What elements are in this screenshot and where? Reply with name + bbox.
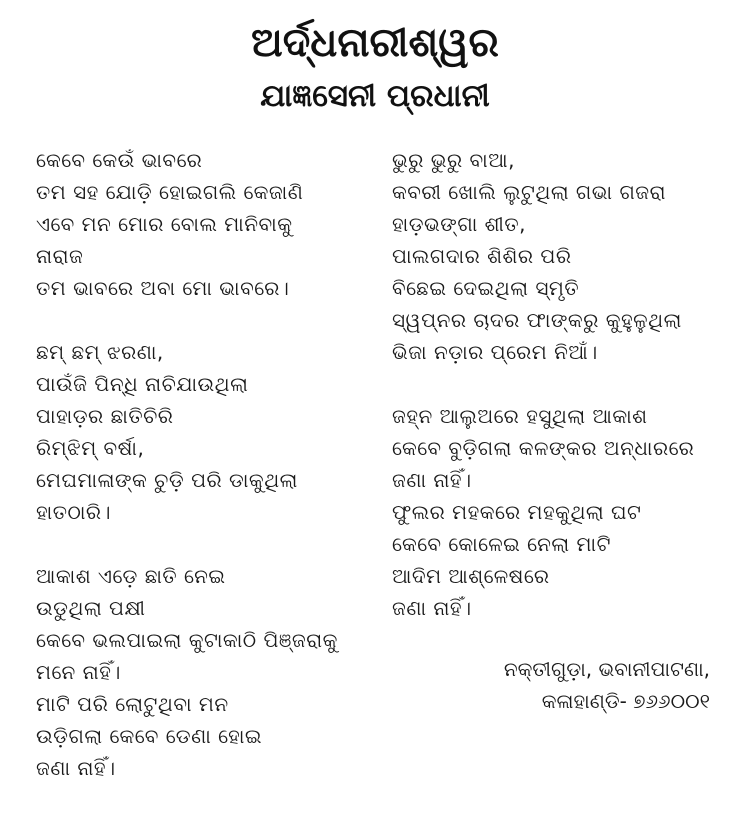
poem-line: ବିଛେଇ ଦେଇଥିଲା ସ୍ମୃତି [392,276,580,300]
poem-line: ଜହ୍ନ ଆଲୁଅରେ ହସୁଥିଲା ଆକାଶ [392,404,648,428]
poem-line: ହାତଠାରି। [36,500,112,524]
poem-line: ରିମ୍‌ଝିମ୍ ବର୍ଷା, [36,436,145,460]
poem-line: ଜଣା ନାହିଁ। [36,756,116,780]
poem-line: ଆକାଶ ଏଡ଼େ ଛାତି ନେଇ [36,564,226,588]
poem-line: ଛମ୍ ଛମ୍ ଝରଣା, [36,340,164,364]
poem-line: ମାଟି ପରି ଲୋଟୁଥିବା ମନ [36,692,229,716]
stanza-5 [392,400,737,624]
poem-line: କେବେ ଭଲପାଇଲା କୁଟାକାଠି ପିଞ୍ଜରାକୁ [36,628,338,652]
poem-line: ପାହାଡ଼ର ଛାତିଚିରି [36,404,174,428]
poem-line: ପାଲଗଦାର ଶିଶିର ପରି [392,244,572,268]
poem-line: କେବେ ବୁଡ଼ିଗଲା କଳଙ୍କର ଅନ୍ଧାରରେ [392,436,695,460]
author-address [504,653,710,717]
poem-line: ହାଡ଼ଭଙ୍ଗା ଶୀତ, [392,212,526,236]
poem-line: କେବେ କୋଳେଇ ନେଲା ମାଟି [392,532,611,556]
poem-line: କବରୀ ଖୋଲି ଲୁଟୁଥିଲା ଗଭା ଗଜରା [392,180,667,204]
stanza-1 [36,144,396,304]
poem-line: ଜଣା ନାହିଁ। [392,468,472,492]
poem-line: ସ୍ୱପ୍ନର ଚାଦର ଫାଙ୍କରୁ କୁହୁଳୁଥିଲା [392,308,682,332]
poem-line: ଉଡ଼ିଗଲା କେବେ ଡେଣା ହୋଇ [36,724,263,748]
poem-line: ମନେ ନାହିଁ। [36,660,121,684]
poem-line: ଭିଜା ନଡ଼ାର ପ୍ରେମ ନିଆଁ। [392,340,598,364]
poem-line: ପାଉଁଜି ପିନ୍ଧି ନାଚିଯାଉଥିଲା [36,372,249,396]
poem-line: ମେଘମାଳାଙ୍କ ଚୁଡ଼ି ପରି ଡାକୁଥିଲା [36,468,298,492]
poem-line: ଏବେ ମନ ମୋର ବୋଲ ମାନିବାକୁ [36,212,293,236]
poem-line: ଜଣା ନାହିଁ। [392,596,472,620]
right-column [392,144,737,656]
poem-line: ତମ ସହ ଯୋଡ଼ି ହୋଇଗଲି କେଜାଣି [36,180,304,204]
poem-line: ଉଡୁଥିଲା ପକ୍ଷୀ [36,596,146,620]
stanza-3 [36,560,396,784]
poem-title: ଅର୍ଦ୍ଧନାରୀଶ୍ୱର [251,20,499,66]
stanza-4 [392,144,737,368]
poem-line: ଭୁରୁ ଭୁରୁ ବାଆ, [392,148,515,172]
left-column [36,144,396,816]
poem-line: ତମ ଭାବରେ ଅବା ମୋ ଭାବରେ। [36,276,290,300]
stanza-2 [36,336,396,528]
poem-line: କେବେ କେଉଁ ଭାବରେ [36,148,203,172]
author-name: ଯାଜ୍ଞସେନୀ ପ୍ରଧାନୀ [260,78,490,114]
poem-line: ଫୁଲର ମହକରେ ମହକୁଥିଲା ଘଟ [392,500,642,524]
poem-line: ଆଦିମ ଆଶ୍ଳେଷରେ [392,564,550,588]
address-line-2: କଳାହାଣ୍ଡି- ୭୬୬୦୦୧ [541,689,710,713]
address-line-1: ନକ୍ତୀଗୁଡ଼ା, ଭବାନୀପାଟଣା, [503,657,710,681]
poem-line: ନାରାଜ [36,244,84,268]
